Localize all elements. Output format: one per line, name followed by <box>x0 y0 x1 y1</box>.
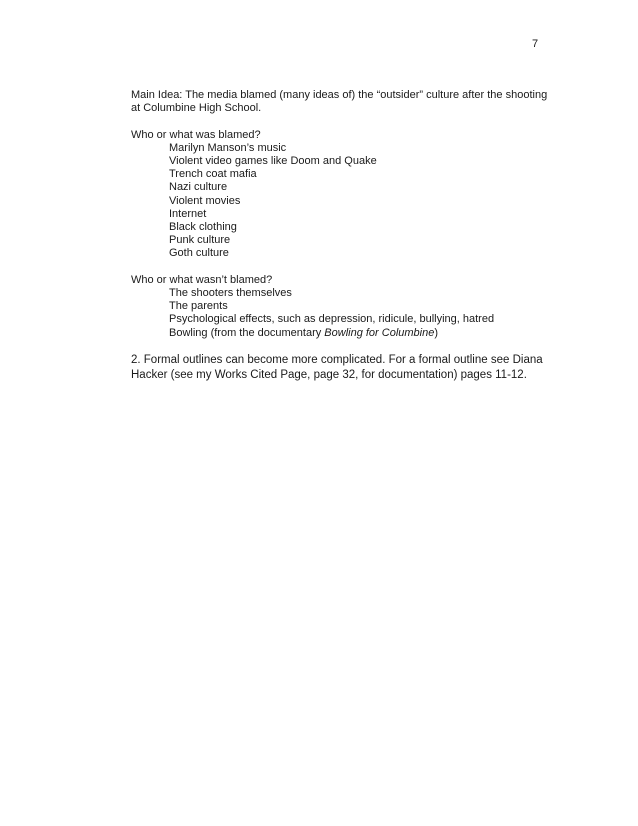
list-item: The parents <box>169 300 228 313</box>
list-item: Black clothing <box>169 221 237 234</box>
page-number: 7 <box>532 38 539 50</box>
list-item: Psychological effects, such as depression, ridicule, bullying, hatred <box>169 313 495 326</box>
list-item: Violent video games like Doom and Quake <box>169 155 377 167</box>
bowling-suffix: ) <box>434 326 439 339</box>
blamed-section <box>131 129 551 261</box>
blamed-list <box>131 142 551 261</box>
not-blamed-list <box>131 287 551 340</box>
list-item: The shooters themselves <box>169 287 292 300</box>
not-blamed-heading: Who or what wasn’t blamed? <box>131 273 273 286</box>
list-item: Internet <box>169 207 207 220</box>
documentary-title: Bowling for Columbine <box>324 326 435 339</box>
closing-paragraph: 2. Formal outlines can become more complicated. For a formal outline see Diana Hacker (see my Works Cited Page, page 32, for documentation) pages 11-12. <box>131 354 543 382</box>
bowling-prefix: Bowling (from the documentary <box>169 326 325 339</box>
main-idea-paragraph: Main Idea: The media blamed (many ideas of) the “outsider” culture after the shooting at Columbine High School. <box>131 89 548 115</box>
list-item: Trench coat mafia <box>169 168 257 181</box>
document-body <box>131 89 551 383</box>
list-item: Violent movies <box>169 194 241 207</box>
blamed-heading: Who or what was blamed? <box>131 128 261 141</box>
list-item: Marilyn Manson’s music <box>169 141 287 154</box>
not-blamed-section <box>131 274 551 340</box>
list-item: Goth culture <box>169 247 229 260</box>
list-item-bowling <box>169 327 551 340</box>
list-item: Punk culture <box>169 234 231 247</box>
list-item: Nazi culture <box>169 181 228 194</box>
